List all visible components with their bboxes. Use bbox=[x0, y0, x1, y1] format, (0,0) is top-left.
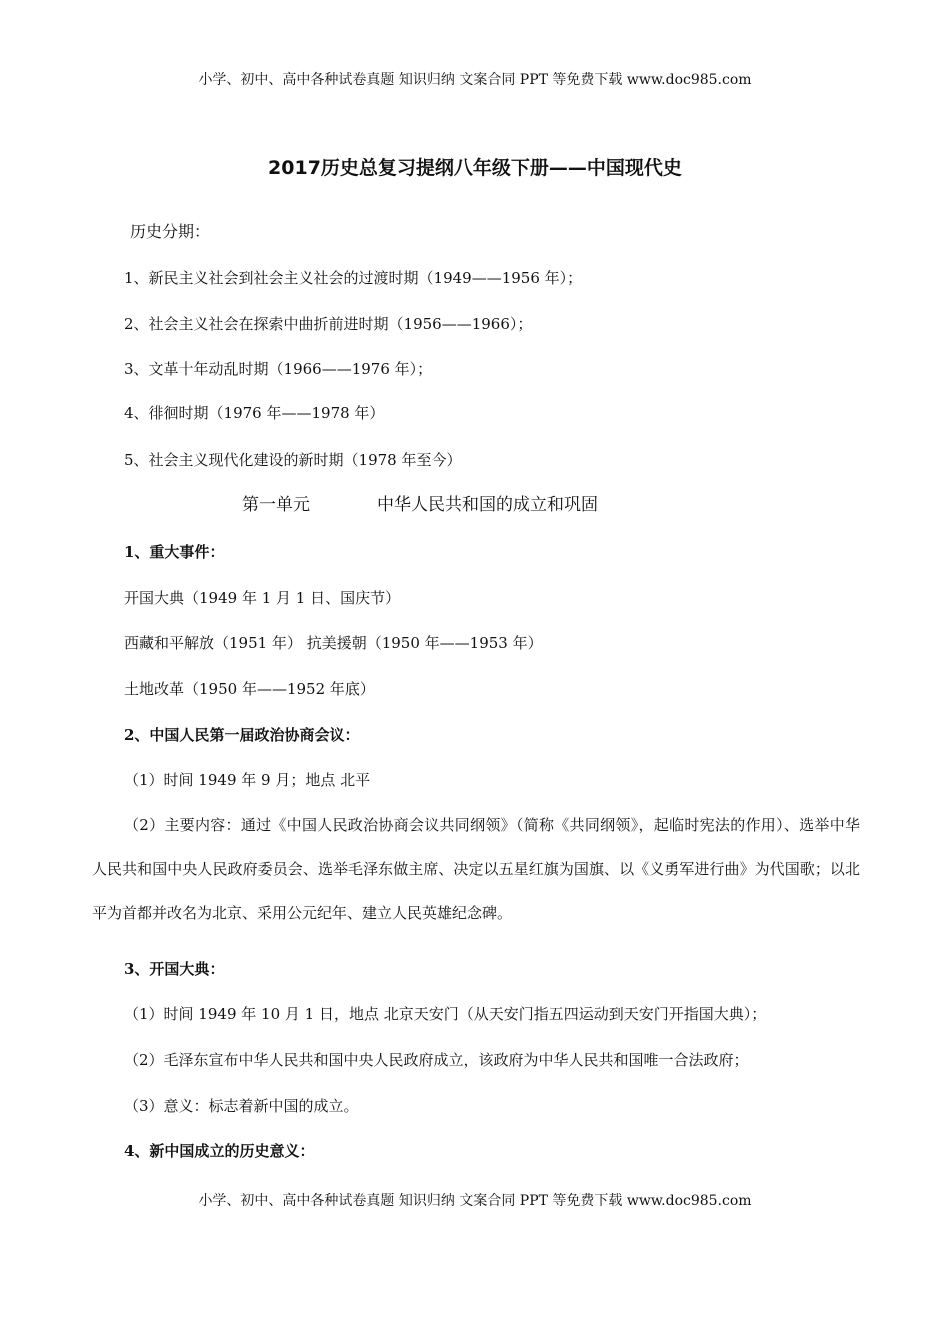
period-item-4: 4、徘徊时期（1976 年——1978 年） bbox=[124, 404, 385, 422]
significance-heading: 4、新中国成立的历史意义： bbox=[124, 1142, 315, 1160]
period-item-1: 1、新民主义社会到社会主义社会的过渡时期（1949——1956 年）； bbox=[124, 269, 583, 287]
unit-label: 第一单元 bbox=[242, 495, 310, 515]
period-item-2: 2、社会主义社会在探索中曲折前进时期（1956——1966）； bbox=[124, 315, 533, 333]
event-line-2: 西藏和平解放（1951 年） 抗美援朝（1950 年——1953 年） bbox=[124, 634, 543, 652]
cppcc-heading: 2、中国人民第一届政治协商会议： bbox=[124, 726, 360, 744]
ceremony-item-3: （3）意义：标志着新中国的成立。 bbox=[124, 1097, 359, 1115]
event-line-3: 土地改革（1950 年——1952 年底） bbox=[124, 680, 375, 698]
unit-name: 中华人民共和国的成立和巩固 bbox=[377, 495, 598, 515]
event-line-1: 开国大典（1949 年 1 月 1 日、国庆节） bbox=[124, 589, 401, 607]
cppcc-content: （2）主要内容：通过《中国人民政治协商会议共同纲领》（简称《共同纲领》，起临时宪法的作用）、选举中华人民共和国中央人民政府委员会、选举毛泽东做主席、决定以五星红旗为国旗、以《义勇军进行曲》为代国歌；以北平为首都并改名为北京、采用公元纪年、建立人民英雄纪念碑。 bbox=[92, 816, 860, 922]
cppcc-time: （1）时间 1949 年 9 月；地点 北平 bbox=[124, 771, 371, 789]
page-footer: 小学、初中、高中各种试卷真题 知识归纳 文案合同 PPT 等免费下载 www.doc985.com bbox=[198, 1193, 752, 1209]
period-item-3: 3、文革十年动乱时期（1966——1976 年）； bbox=[124, 360, 433, 378]
ceremony-item-1: （1）时间 1949 年 10 月 1 日，地点 北京天安门（从天安门指五四运动到天安门开指国大典）； bbox=[124, 1005, 767, 1023]
periods-heading: 历史分期： bbox=[130, 222, 211, 241]
page-header: 小学、初中、高中各种试卷真题 知识归纳 文案合同 PPT 等免费下载 www.doc985.com bbox=[198, 72, 752, 88]
ceremony-heading: 3、开国大典： bbox=[124, 960, 225, 978]
document-title: 2017历史总复习提纲八年级下册——中国现代史 bbox=[268, 157, 682, 179]
ceremony-item-2: （2）毛泽东宣布中华人民共和国中央人民政府成立，该政府为中华人民共和国唯一合法政府； bbox=[124, 1051, 749, 1069]
period-item-5: 5、社会主义现代化建设的新时期（1978 年至今） bbox=[124, 451, 462, 469]
events-heading: 1、重大事件： bbox=[124, 543, 225, 561]
